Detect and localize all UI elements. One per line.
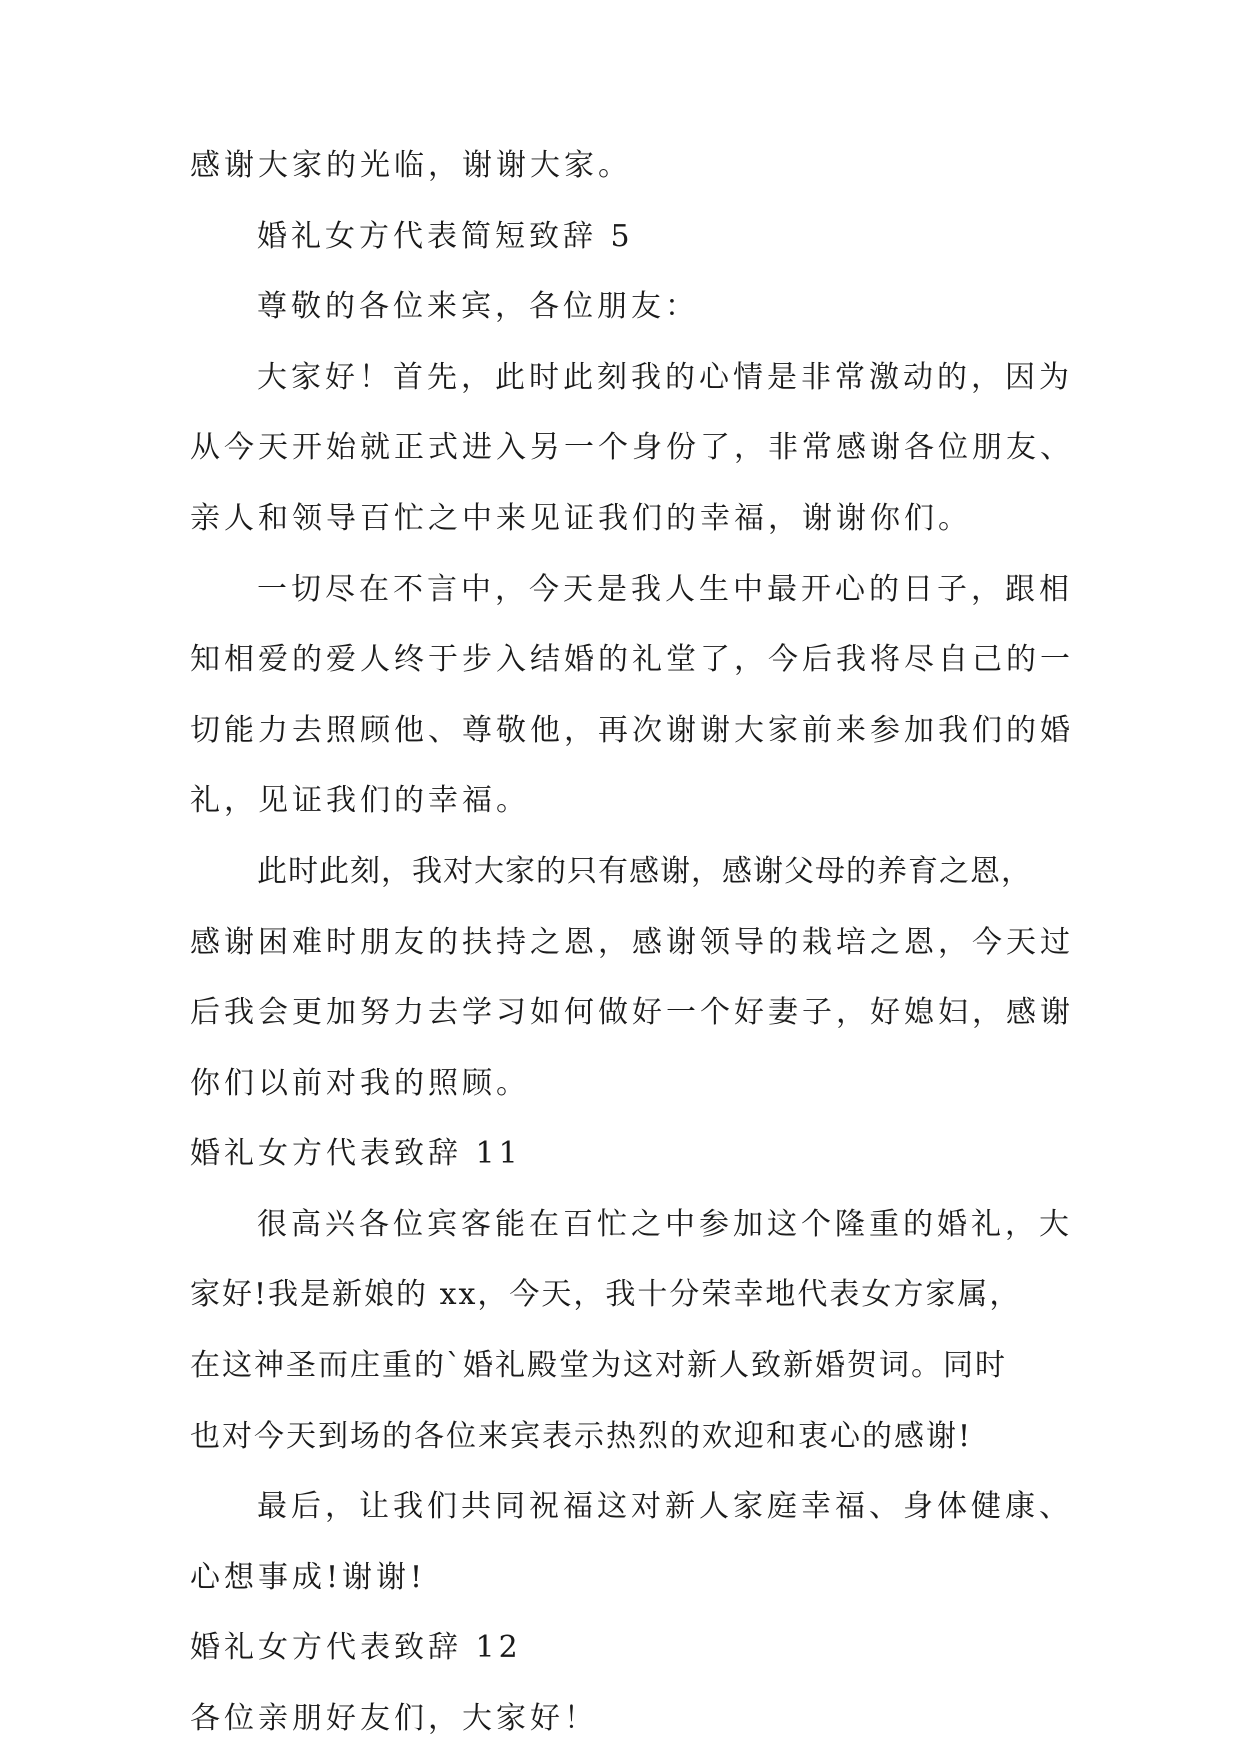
line-text: 礼，见证我们的幸福。 bbox=[190, 783, 530, 818]
text-line bbox=[0, 631, 1241, 689]
line-text: 婚礼女方代表致辞 11 bbox=[190, 1136, 522, 1171]
text-line bbox=[0, 349, 1241, 407]
line-text: 婚礼女方代表简短致辞 5 bbox=[257, 219, 634, 254]
text-line bbox=[0, 1549, 1241, 1607]
line-text: 后我会更加努力去学习如何做好一个好妻子，好媳妇，感谢 bbox=[190, 995, 1074, 1030]
text-line bbox=[0, 1478, 1241, 1536]
text-line bbox=[0, 702, 1241, 760]
text-line bbox=[0, 843, 1241, 901]
text-line bbox=[0, 772, 1241, 830]
text-line bbox=[0, 561, 1241, 619]
line-text: 你们以前对我的照顾。 bbox=[190, 1066, 530, 1101]
text-line bbox=[0, 984, 1241, 1042]
text-line bbox=[0, 1408, 1241, 1466]
line-text: 感谢大家的光临，谢谢大家。 bbox=[190, 148, 632, 183]
text-line bbox=[0, 1055, 1241, 1113]
line-text: 心想事成!谢谢! bbox=[190, 1560, 427, 1595]
line-text: 大家好！首先，此时此刻我的心情是非常激动的，因为 bbox=[257, 360, 1073, 395]
line-text: 此时此刻，我对大家的只有感谢，感谢父母的养育之恩， bbox=[257, 854, 1032, 889]
text-line bbox=[0, 1337, 1241, 1395]
line-text: 从今天开始就正式进入另一个身份了，非常感谢各位朋友、 bbox=[190, 430, 1074, 465]
line-text: 婚礼女方代表致辞 12 bbox=[190, 1630, 522, 1665]
line-text: 家好!我是新娘的 xx，今天，我十分荣幸地代表女方家属， bbox=[190, 1277, 1022, 1312]
line-text: 最后，让我们共同祝福这对新人家庭幸福、身体健康、 bbox=[257, 1489, 1073, 1524]
section-heading bbox=[0, 208, 1241, 266]
text-line bbox=[0, 1690, 1241, 1748]
line-text: 感谢困难时朋友的扶持之恩，感谢领导的栽培之恩，今天过 bbox=[190, 925, 1074, 960]
section-heading bbox=[0, 1125, 1241, 1183]
line-text: 知相爱的爱人终于步入结婚的礼堂了，今后我将尽自己的一 bbox=[190, 642, 1074, 677]
line-text: 也对今天到场的各位来宾表示热烈的欢迎和衷心的感谢! bbox=[190, 1419, 973, 1454]
line-text: 切能力去照顾他、尊敬他，再次谢谢大家前来参加我们的婚 bbox=[190, 713, 1074, 748]
line-text: 亲人和领导百忙之中来见证我们的幸福，谢谢你们。 bbox=[190, 501, 972, 536]
text-line bbox=[0, 278, 1241, 336]
line-text: 尊敬的各位来宾，各位朋友： bbox=[257, 289, 699, 324]
text-line bbox=[0, 1266, 1241, 1324]
text-line bbox=[0, 419, 1241, 477]
line-text: 在这神圣而庄重的`婚礼殿堂为这对新人致新婚贺词。同时 bbox=[190, 1348, 1007, 1383]
text-line bbox=[0, 490, 1241, 548]
text-line bbox=[0, 137, 1241, 195]
text-line bbox=[0, 914, 1241, 972]
text-line bbox=[0, 1196, 1241, 1254]
line-text: 很高兴各位宾客能在百忙之中参加这个隆重的婚礼，大 bbox=[257, 1207, 1073, 1242]
line-text: 各位亲朋好友们，大家好！ bbox=[190, 1701, 598, 1736]
line-text: 一切尽在不言中，今天是我人生中最开心的日子，跟相 bbox=[257, 572, 1073, 607]
section-heading bbox=[0, 1619, 1241, 1677]
